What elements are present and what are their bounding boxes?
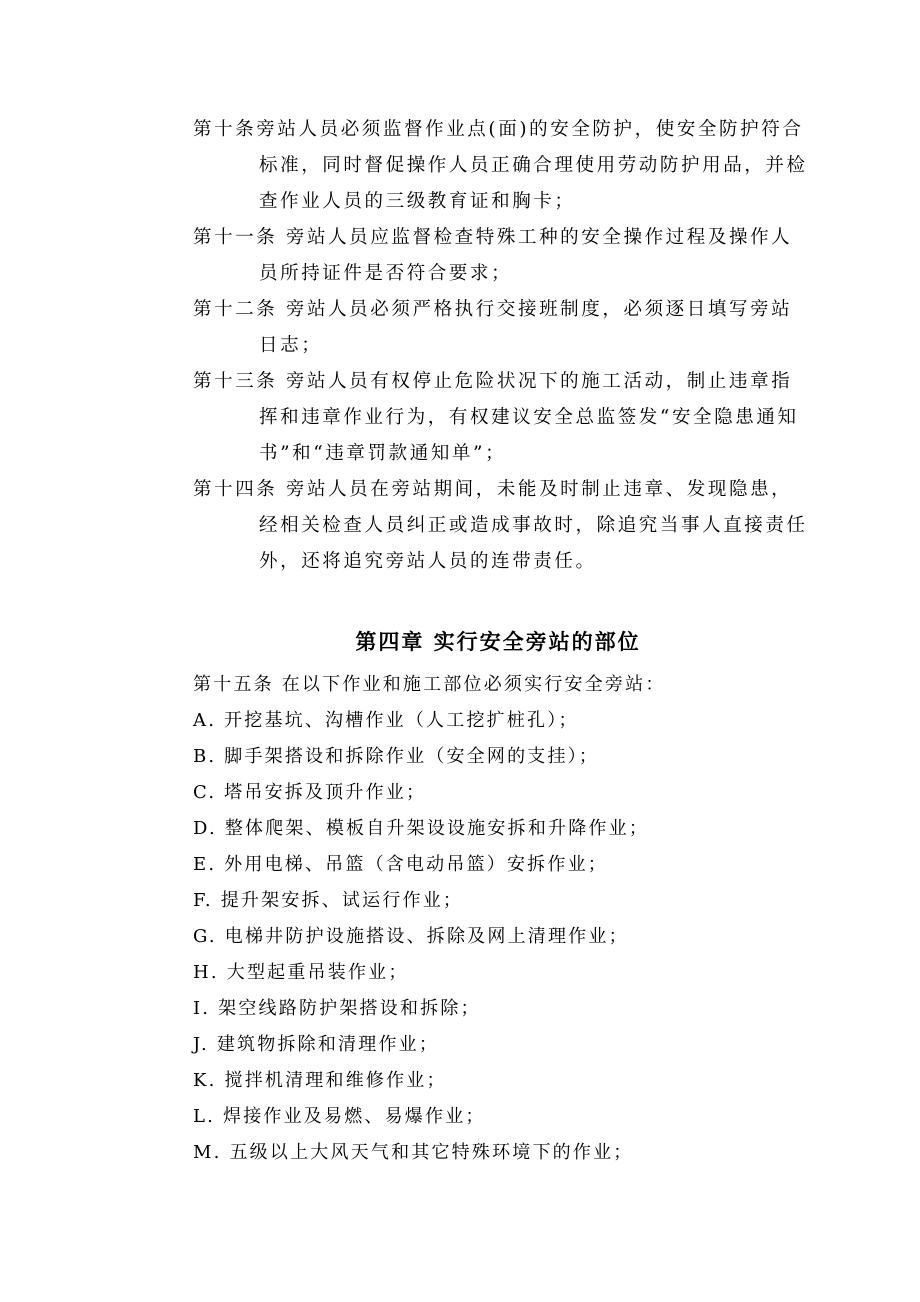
- article-15-list: [193, 667, 833, 1171]
- article-line: 员所持证件是否符合要求；: [259, 263, 513, 284]
- article-line: 第十条旁站人员必须监督作业点(面)的安全防护，使安全防护符合: [193, 119, 804, 140]
- list-item: E. 外用电梯、吊篮（含电动吊篮）安拆作业；: [193, 854, 608, 875]
- list-item: F. 提升架安拆、试运行作业；: [193, 890, 464, 911]
- article-line: 查作业人员的三级教育证和胸卡；: [259, 191, 576, 212]
- article-line: 挥和违章作业行为，有权建议安全总监签发“安全隐患通知: [259, 407, 799, 428]
- article-line: 第十二条 旁站人员必须严格执行交接班制度，必须逐日填写旁站: [193, 299, 793, 320]
- list-item: L. 焊接作业及易燃、易爆作业；: [193, 1106, 486, 1127]
- list-item: D. 整体爬架、模板自升架设设施安拆和升降作业；: [193, 818, 650, 839]
- list-item: J. 建筑物拆除和清理作业；: [193, 1034, 440, 1055]
- article-line: 第十一条 旁站人员应监督检查特殊工种的安全操作过程及操作人: [193, 227, 793, 248]
- article-line: 日志；: [259, 335, 323, 356]
- article-line: 标准，同时督促操作人员正确合理使用劳动防护用品，并检: [259, 155, 808, 176]
- list-item: C. 塔吊安拆及顶升作业；: [193, 782, 427, 803]
- article-line: 经相关检查人员纠正或造成事故时，除追究当事人直接责任: [259, 515, 808, 536]
- article-12: [193, 292, 821, 364]
- list-item: G. 电梯井防护设施搭设、拆除及网上清理作业；: [193, 926, 629, 947]
- list-item: B. 脚手架搭设和拆除作业（安全网的支挂）；: [193, 746, 600, 767]
- article-line: 第十三条 旁站人员有权停止危险状况下的施工活动，制止违章指: [193, 371, 793, 392]
- article-11: [193, 220, 821, 292]
- chapter-heading: 第四章 实行安全旁站的部位: [355, 630, 641, 654]
- article-13: [193, 364, 821, 472]
- list-item: M. 五级以上大风天气和其它特殊环境下的作业；: [193, 1142, 634, 1163]
- list-item: I. 架空线路防护架搭设和拆除；: [193, 998, 481, 1019]
- list-item: K. 搅拌机清理和维修作业；: [193, 1070, 447, 1091]
- article-line: 第十四条 旁站人员在旁站期间，未能及时制止违章、发现隐患，: [193, 479, 793, 500]
- article-line: 外，还将追究旁站人员的连带责任。: [259, 551, 597, 572]
- article-14: [193, 472, 821, 580]
- list-item: A. 开挖基坑、沟槽作业（人工挖扩桩孔）；: [193, 710, 579, 731]
- article-line: 书”和“违章罚款通知单”；: [259, 443, 507, 464]
- list-intro: 第十五条 在以下作业和施工部位必须实行安全旁站：: [193, 674, 666, 695]
- list-item: H. 大型起重吊装作业；: [193, 962, 409, 983]
- article-10: [193, 112, 821, 220]
